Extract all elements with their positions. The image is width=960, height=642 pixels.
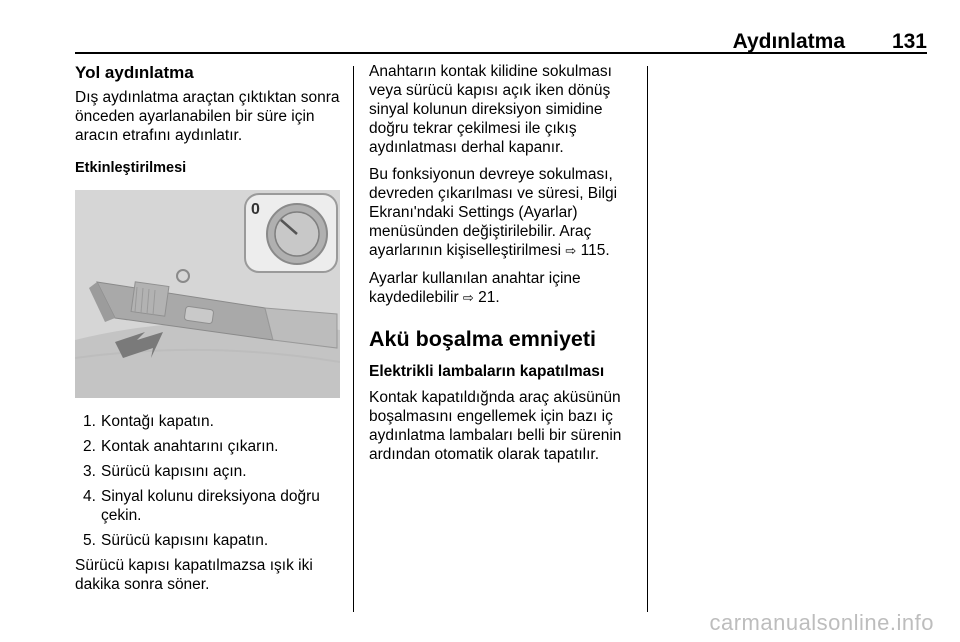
turn-signal-lever-figure [75, 190, 340, 398]
section-title-yol-aydinlatma: Yol aydınlatma [75, 63, 194, 82]
lever-illustration [75, 190, 340, 398]
paragraph-battery: Kontak kapatıldığnda araç aküsünün boşalmasını engellemek için bazı iç aydınlatma lambaları belli bir sürenin ardından otomatik olarak tapatılır. [369, 389, 622, 463]
column-divider-right [647, 66, 648, 612]
watermark: carmanualsonline.info [709, 610, 934, 635]
list-item [75, 412, 340, 431]
intro-paragraph: Dış aydınlatma araçtan çıktıktan sonra önceden ayarlanabilen bir süre için aracın etrafını aydınlatır. [75, 89, 340, 144]
step-text: Sürücü kapısını kapatın. [101, 532, 269, 549]
list-item [75, 437, 340, 456]
page-number: 131 [891, 30, 927, 53]
step-number: 5. [83, 532, 96, 549]
paragraph-key-storage-text: Ayarlar kullanılan anahtar içine kaydedilebilir [369, 270, 581, 306]
step-number: 2. [83, 438, 96, 455]
list-item [75, 531, 340, 550]
switch-zero-label: 0 [251, 201, 260, 218]
step-number: 4. [83, 488, 96, 505]
header-rule [75, 52, 927, 54]
paragraph-settings [369, 165, 639, 261]
column-divider-left [353, 66, 354, 612]
list-item [75, 462, 340, 481]
list-item [75, 487, 340, 525]
steps-list [75, 412, 340, 550]
page-reference-link[interactable]: 115. [580, 242, 610, 259]
step-text: Kontağı kapatın. [101, 413, 214, 430]
step-text: Sinyal kolunu direksiyona doğru çekin. [101, 488, 320, 524]
step-number: 3. [83, 463, 96, 480]
header-title: Aydınlatma [732, 30, 845, 53]
middle-column [369, 62, 639, 472]
steps-heading: Etkinleştirilmesi [75, 160, 187, 176]
paragraph-exit-light-cancel: Anahtarın kontak kilidine sokulması veya sürücü kapısı açık iken dönüş sinyal kolunun direksiyon simidine doğru tekrar çekilmesi ile çıkış aydınlatması derhal kapanır. [369, 63, 612, 156]
page-reference-link[interactable]: 21. [478, 289, 500, 306]
step-text: Kontak anahtarını çıkarın. [101, 438, 279, 455]
after-steps-paragraph: Sürücü kapısı kapatılmazsa ışık iki dakika sonra söner. [75, 557, 313, 593]
subsection-title: Elektrikli lambaların kapatılması [369, 363, 605, 380]
section-title-aku-bosalma: Akü boşalma emniyeti [369, 327, 597, 351]
step-text: Sürücü kapısını açın. [101, 463, 247, 480]
arrow-right-icon: ⇨ [462, 291, 474, 306]
arrow-right-icon: ⇨ [565, 244, 577, 259]
left-column [75, 62, 340, 602]
paragraph-settings-text: Bu fonksiyonun devreye sokulması, devreden çıkarılması ve süresi, Bilgi Ekranı'ndaki Settings (Ayarlar) menüsünden değiştirilebilir. Araç ayarlarının kişiselleştirilmesi [369, 166, 618, 259]
paragraph-key-storage [369, 269, 639, 308]
step-number: 1. [83, 413, 96, 430]
